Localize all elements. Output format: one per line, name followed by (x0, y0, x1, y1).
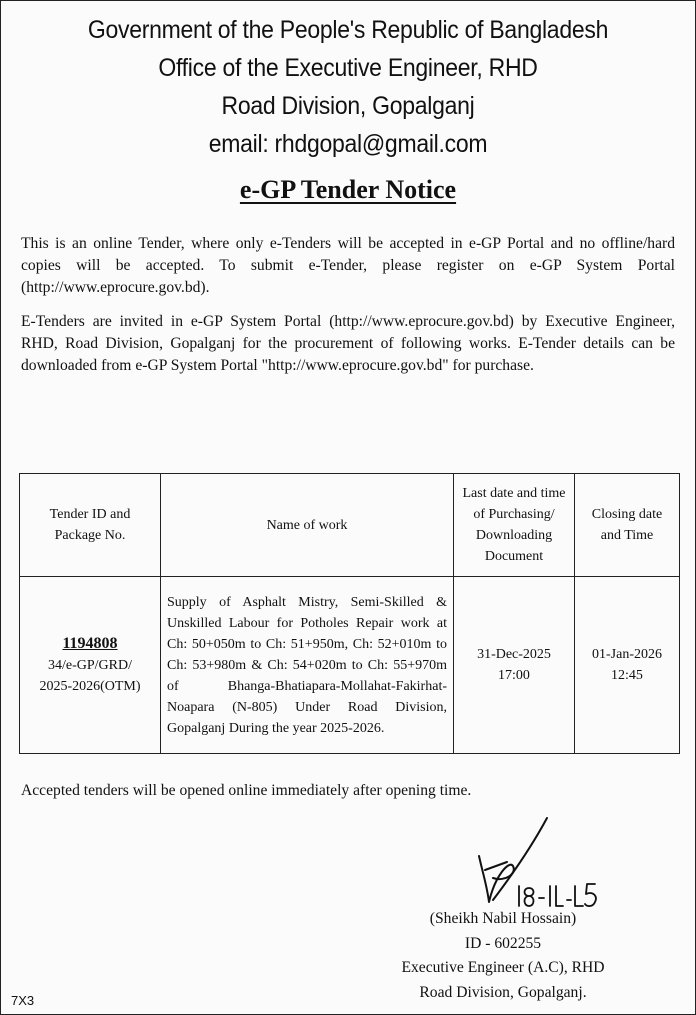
tender-table (19, 473, 680, 754)
handwritten-date (519, 884, 596, 906)
office-name: Office of the Executive Engineer, RHD (158, 54, 538, 82)
signatory-id: ID - 602255 (464, 934, 542, 952)
signatory-designation: Executive Engineer (A.C), RHD (401, 959, 605, 976)
header-last-date-line4: Document (484, 549, 544, 564)
header-name-of-work (161, 474, 454, 577)
package-no-line1: 34/e-GP/GRD/ (48, 658, 132, 673)
notice-title-text: e-GP Tender Notice (239, 175, 457, 204)
signatory-name: (Sheikh Nabil Hossain) (429, 910, 577, 927)
government-name: Government of the People's Republic of Bangladesh (87, 16, 609, 44)
opening-note: Accepted tenders will be opened online immediately after opening time. (21, 782, 472, 799)
header-last-date-line1: Last date and time (462, 486, 566, 501)
header-tender-id (20, 474, 161, 577)
invitation-paragraph: E-Tenders are invited in e-GP System Portal (http://www.eprocure.gov.bd) by Executive Engineer, RHD, Road Division, Gopalganj for the procurement of following works. E-Tender details can be downloaded from e-GP System Portal "http://www.eprocure.gov.bd" for purchase. (21, 313, 675, 374)
header-closing-line2: and Time (600, 528, 654, 543)
tender-id-cell (20, 577, 161, 754)
signatory-office: Road Division, Gopalganj. (419, 983, 587, 1001)
tender-id: 1194808 (62, 635, 118, 652)
header-closing-line1: Closing date (591, 507, 663, 522)
header-last-date (454, 474, 575, 577)
package-no-line2: 2025-2026(OTM) (39, 679, 141, 694)
table-header-row (20, 474, 680, 577)
corner-code: 7X3 (11, 993, 35, 1008)
header-last-date-line3: Downloading (475, 528, 553, 543)
last-date: 31-Dec-2025 (477, 647, 551, 662)
office-email: email: rhdgopal@gmail.com (208, 130, 488, 158)
header-name-of-work-text: Name of work (266, 517, 348, 533)
header-tender-id-line1: Tender ID and (49, 507, 131, 522)
closing-date: 01-Jan-2026 (592, 647, 662, 662)
notice-title (1, 175, 695, 205)
closing-time: 12:45 (611, 668, 643, 683)
signature-block (381, 907, 625, 1005)
notice-header (1, 1, 695, 163)
division-name: Road Division, Gopalganj (221, 92, 475, 120)
work-description: Supply of Asphalt Mistry, Semi-Skilled & Unskilled Labour for Potholes Repair work at Ch: 50+050m to Ch: 51+950m, Ch: 52+010m to Ch: 53+980m & Ch: 54+020m to Ch: 55+970m of Bhanga-Bhatiapara-Mollahat-Fakirhat-Noapara (N-805) Under Road Division, Gopalganj During the year 2025-2026. (161, 577, 454, 754)
header-tender-id-line2: Package No. (54, 528, 126, 543)
handwritten-signature (471, 816, 621, 911)
last-time: 17:00 (498, 668, 530, 683)
table-row (20, 577, 680, 754)
closing-date-cell (575, 577, 680, 754)
header-last-date-line2: of Purchasing/ (473, 507, 555, 522)
last-date-cell (454, 577, 575, 754)
header-closing-date (575, 474, 680, 577)
intro-paragraph: This is an online Tender, where only e-Tenders will be accepted in e-GP Portal and no offline/hard copies will be accepted. To submit e-Tender, please register on e-GP System Portal (http://www.eprocure.gov.bd). (21, 235, 675, 296)
